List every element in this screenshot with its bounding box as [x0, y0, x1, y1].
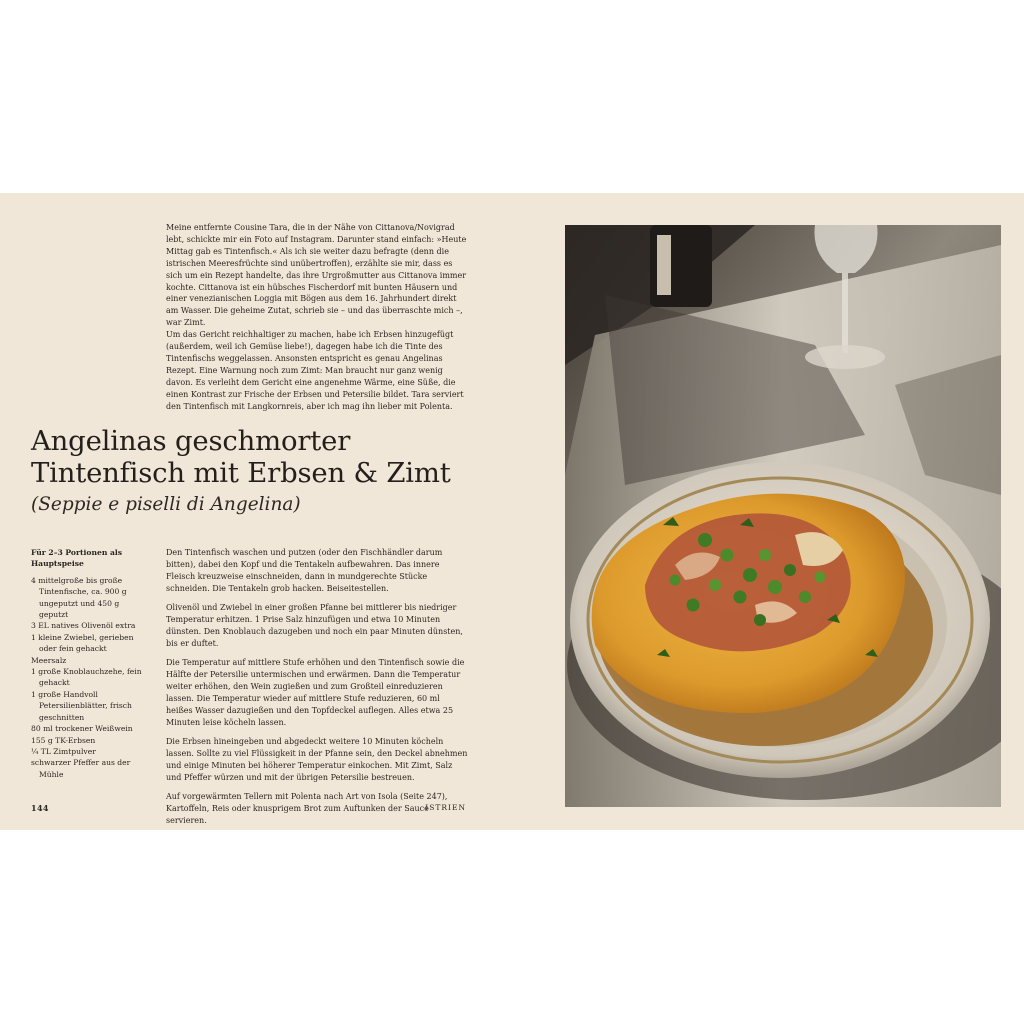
intro-paragraph: Meine entfernte Cousine Tara, die in der Nähe von Cittanova/Novigrad lebt, schickte mir ein Foto auf Instagram. Darunter stand einfach: »Heute Mittag gab es Tintenfisch.« Als ich sie weiter dazu befragte (denn die istrischen Meeresfrüchte sind unübertroffen), erzählte sie mir, dass es sich um ein Rezept handelte, das ihre Urgroßmutter aus Cittanova immer kochte. Cittanova ist ein hübsches Fischerdorf mit bunten Häusern und einer venezianischen Loggia mit Bögen aus dem 16. Jahrhundert direkt am Wasser. Die geheime Zutat, schrieb sie – und das überraschte mich –, war Zimt. — [166, 223, 467, 328]
ingredient-item: 1 große Knoblauchzehe, fein gehackt — [31, 667, 142, 688]
wine-glass-stem — [842, 273, 848, 353]
ingredient-item: Meersalz — [31, 655, 67, 665]
recipe-title-line: Angelinas geschmorter — [31, 425, 351, 457]
ingredient-item: 80 ml trockener Weißwein — [31, 724, 133, 734]
page-number: 144 — [31, 803, 49, 813]
recipe-subtitle: (Seppie e piselli di Angelina) — [31, 494, 301, 515]
pea — [799, 591, 811, 603]
ingredient-item: 4 mittelgroße bis große Tintenfische, ca. 900 g ungeputzt und 450 g geputzt — [31, 575, 127, 620]
pea — [721, 549, 734, 562]
recipe-title — [31, 425, 461, 489]
method-steps — [166, 547, 468, 835]
book-spread — [0, 193, 1024, 830]
recipe-title-line: Tintenfisch mit Erbsen & Zimt — [31, 457, 451, 489]
ingredient-item: 1 kleine Zwiebel, gerieben oder fein gehackt — [31, 632, 134, 654]
servings-heading: Für 2–3 Portionen als Hauptspeise — [31, 548, 123, 569]
ingredient-item: 3 EL natives Olivenöl extra — [31, 621, 136, 631]
pea — [768, 580, 782, 594]
pea — [743, 568, 757, 582]
wine-glass-base — [805, 345, 885, 369]
pea — [754, 614, 766, 626]
ingredients-list — [31, 547, 143, 780]
method-step: Die Temperatur auf mittlere Stufe erhöhen und den Tintenfisch sowie die Hälfte der Petersilie untermischen und erwärmen. Dann die Temperatur weiter erhöhen, den Wein zugießen und zum Großteil einreduzieren lassen. Die Temperatur wieder auf mittlere Stufe reduzieren, 60 ml heißes Wasser dazugießen und den Topfdeckel auflegen. Alles etwa 25 Minuten leise köcheln lassen. — [166, 658, 465, 727]
section-label: ISTRIEN — [425, 803, 466, 812]
pea — [709, 579, 721, 591]
intro-text — [166, 222, 468, 413]
pea — [698, 533, 712, 547]
dish-photo — [565, 225, 1001, 807]
pea — [734, 591, 747, 604]
ingredient-item: 1 große Handvoll Petersilienblätter, frisch geschnitten — [31, 689, 132, 722]
intro-paragraph: Um das Gericht reichhaltiger zu machen, habe ich Erbsen hinzugefügt (außerdem, weil ich Gemüse liebe!), dagegen habe ich die Tinte des Tintenfischs weggelassen. Ansonsten entspricht es genau Angelinas Rezept. Eine Warnung noch zum Zimt: Man braucht nur ganz wenig davon. Es verleiht dem Gericht eine angenehme Wärme, eine Süße, die einen Kontrast zur Frische der Erbsen und Petersilie bildet. Tara serviert den Tintenfisch mit Langkornreis, aber ich mag ihn lieber mit Polenta. — [166, 330, 464, 411]
ingredient-item: ¼ TL Zimtpulver — [31, 746, 96, 756]
method-step: Den Tintenfisch waschen und putzen (oder den Fischhändler darum bitten), dabei den Kopf und die Tentakeln aufbewahren. Das innere Fleisch kreuzweise einschneiden, dann in mundgerechte Stücke schneiden. Die Tentakeln grob hacken. Beiseitestellen. — [166, 548, 443, 593]
method-step: Olivenöl und Zwiebel in einer großen Pfanne bei mittlerer bis niedriger Temperatur erhitzen. 1 Prise Salz hinzufügen und etwa 10 Minuten dünsten. Den Knoblauch dazugeben und noch ein paar Minuten dünsten, bis er duftet. — [166, 603, 463, 648]
pea — [759, 549, 771, 561]
bottle-label — [657, 235, 671, 295]
pea — [784, 564, 796, 576]
method-step: Die Erbsen hineingeben und abgedeckt weitere 10 Minuten köcheln lassen. Sollte zu viel Flüssigkeit in der Pfanne sein, den Deckel abnehmen und einige Minuten bei höherer Temperatur einkochen. Mit Zimt, Salz und Pfeffer würzen und mit der übrigen Petersilie bestreuen. — [166, 737, 468, 782]
pea — [687, 599, 700, 612]
ingredient-item: 155 g TK-Erbsen — [31, 735, 96, 745]
pea — [815, 572, 826, 583]
ingredient-item: schwarzer Pfeffer aus der Mühle — [31, 758, 131, 779]
pea — [670, 575, 681, 586]
method-step: Auf vorgewärmten Tellern mit Polenta nach Art von Isola (Seite 247), Kartoffeln, Reis oder knusprigem Brot zum Auftunken der Sauce servieren. — [166, 792, 448, 826]
